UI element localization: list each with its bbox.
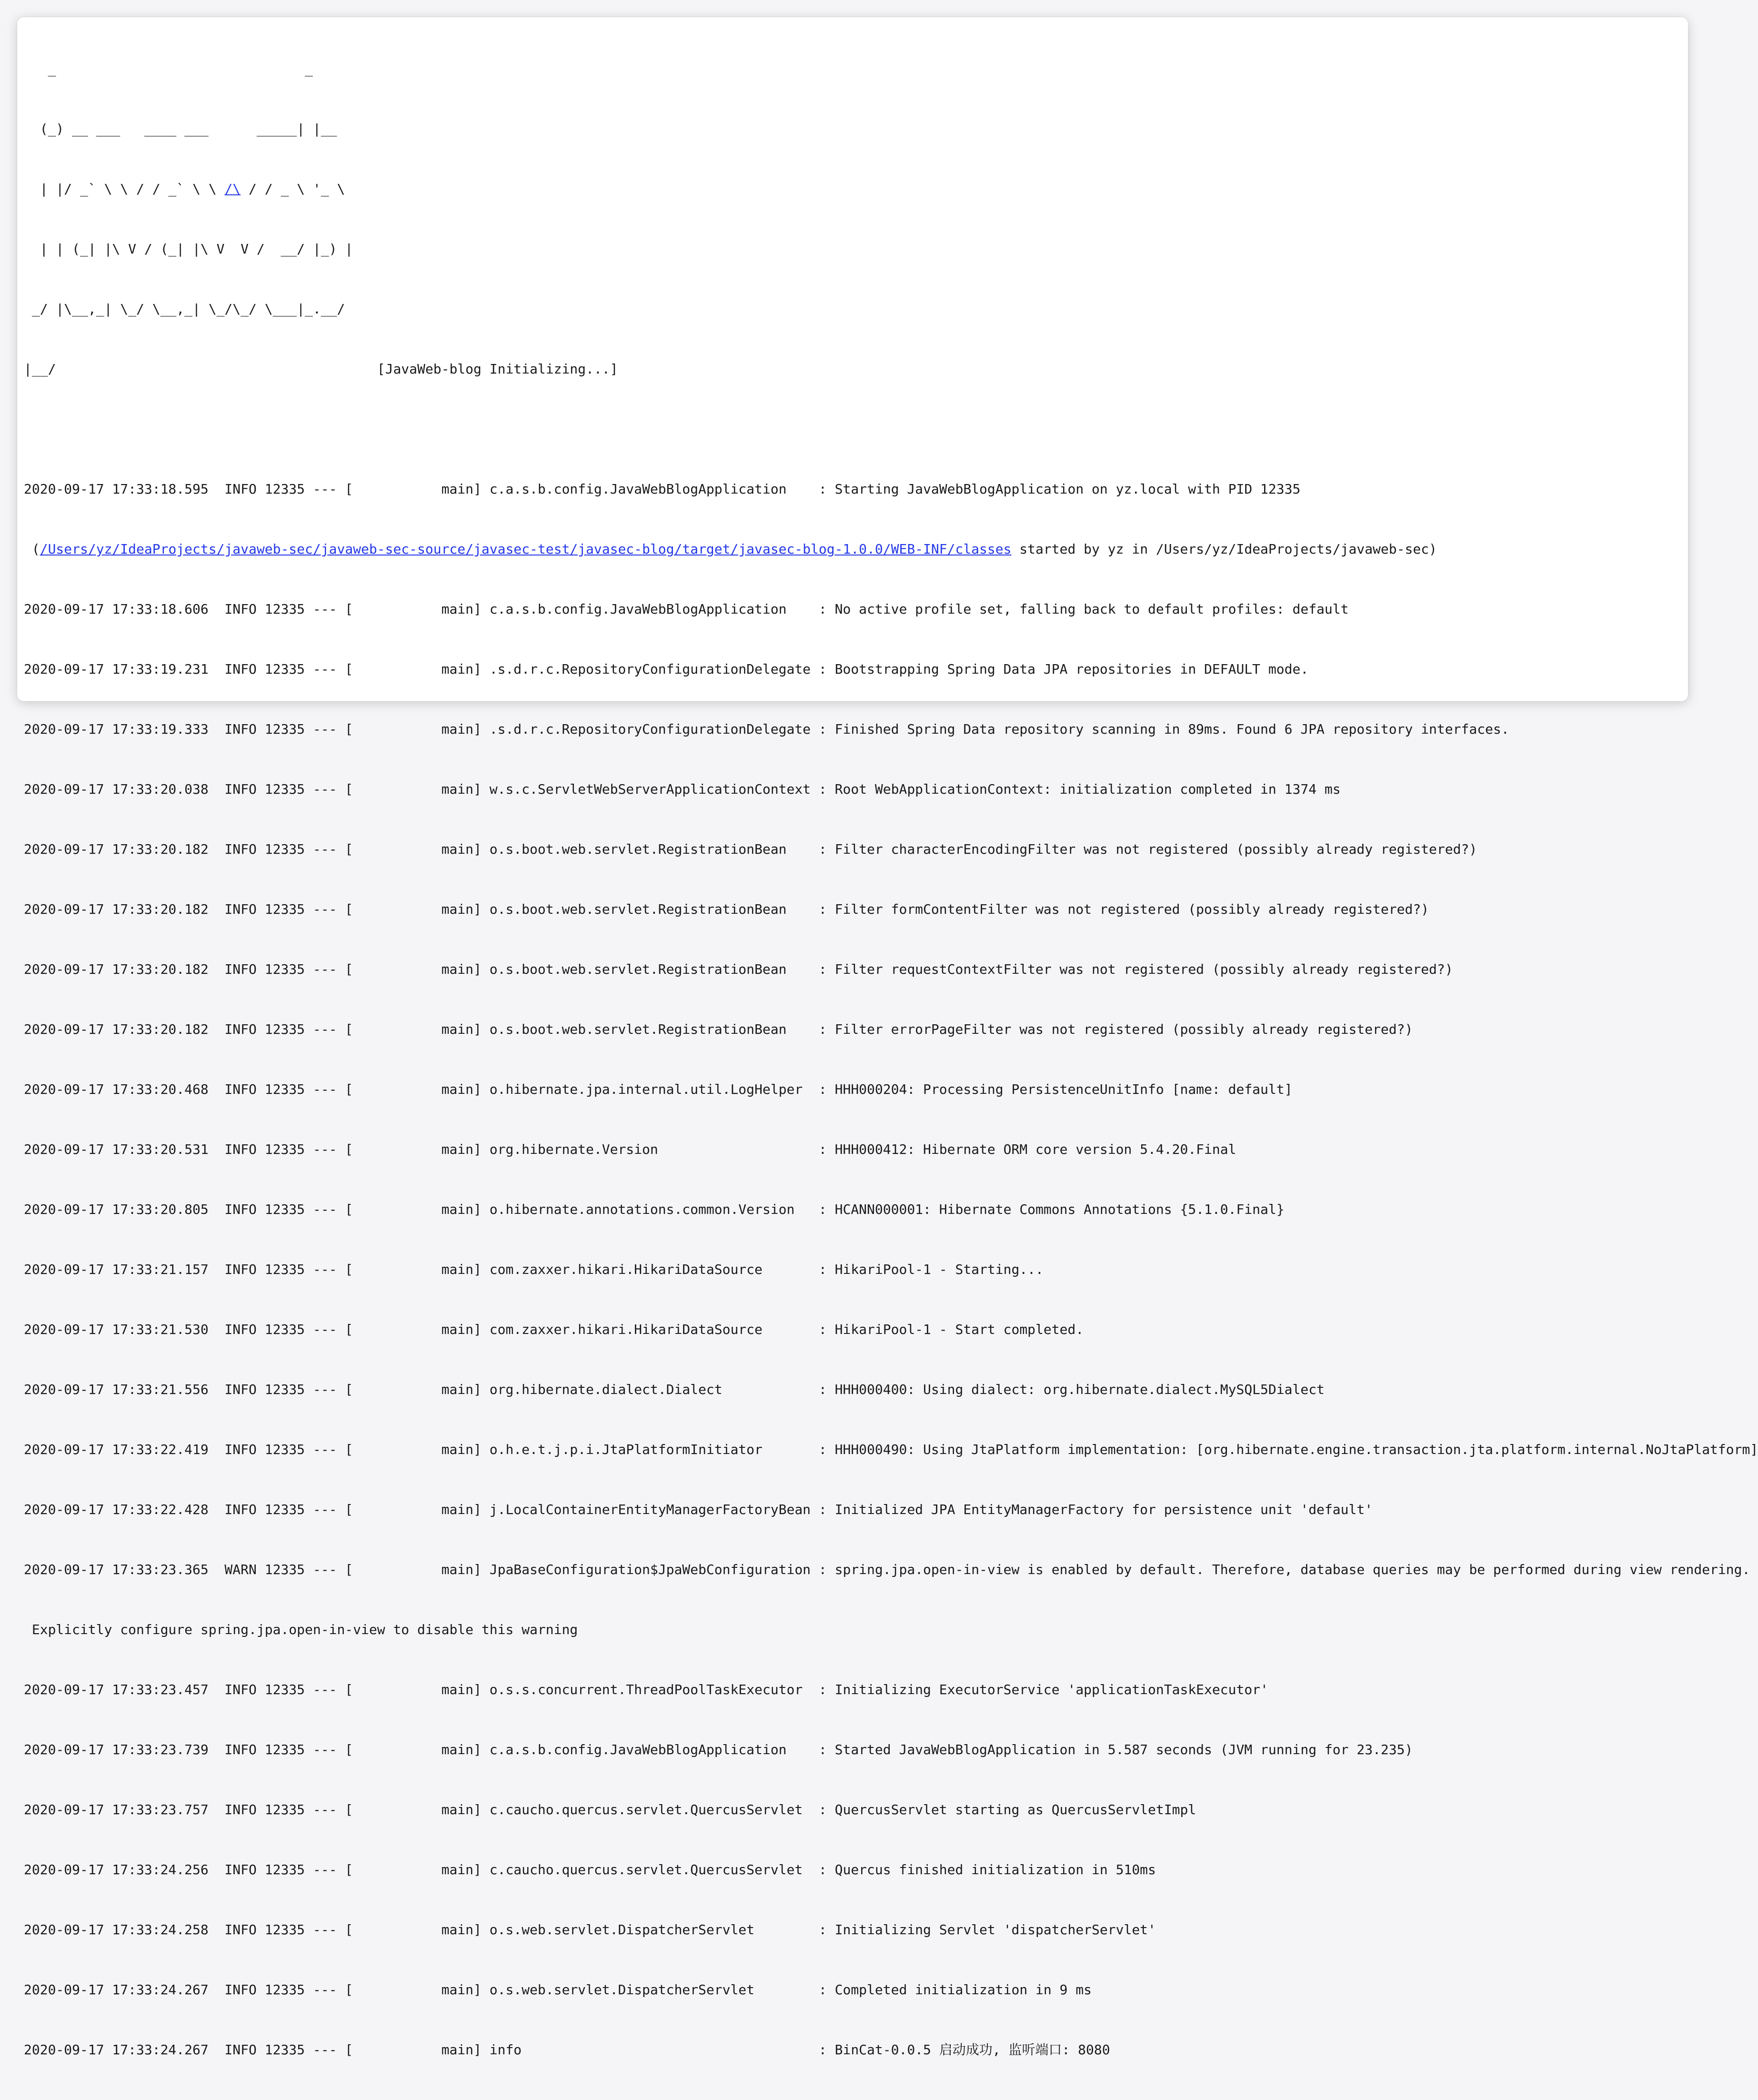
blank-line bbox=[24, 419, 1758, 439]
banner-line: |__/ [JavaWeb-blog Initializing...] bbox=[24, 361, 618, 377]
log-line: 2020-09-17 17:33:19.231 INFO 12335 --- [ main] .s.d.r.c.RepositoryConfigurationDelegate : Bootstrapping Spring Data JPA repositories in DEFAULT mode. bbox=[24, 661, 1309, 677]
log-line: 2020-09-17 17:33:20.182 INFO 12335 --- [ main] o.s.boot.web.servlet.RegistrationBean : Filter errorPageFilter was not registered (possibly already registered?) bbox=[24, 1021, 1413, 1037]
log-line: 2020-09-17 17:33:21.556 INFO 12335 --- [ main] org.hibernate.dialect.Dialect : HHH000400: Using dialect: org.hibernate.dialect.MySQL5Dialect bbox=[24, 1382, 1325, 1397]
log-line bbox=[24, 539, 1758, 559]
log-text: ( bbox=[24, 541, 40, 557]
log-line: 2020-09-17 17:33:24.258 INFO 12335 --- [ main] o.s.web.servlet.DispatcherServlet : Initializing Servlet 'dispatcherServlet' bbox=[24, 1922, 1156, 1938]
log-line: 2020-09-17 17:33:18.606 INFO 12335 --- [ main] c.a.s.b.config.JavaWebBlogApplication : No active profile set, falling back to default profiles: default bbox=[24, 601, 1349, 617]
log-line: 2020-09-17 17:33:18.595 INFO 12335 --- [ main] c.a.s.b.config.JavaWebBlogApplication : Starting JavaWebBlogApplication on yz.local with PID 12335 bbox=[24, 481, 1301, 497]
log-line: 2020-09-17 17:33:24.256 INFO 12335 --- [ main] c.caucho.quercus.servlet.QuercusServlet : Quercus finished initialization in 510ms bbox=[24, 1862, 1156, 1878]
banner-line: | | (_| |\ V / (_| |\ V V / __/ |_) | bbox=[24, 241, 353, 257]
log-line: Explicitly configure spring.jpa.open-in-view to disable this warning bbox=[24, 1622, 578, 1637]
banner-line: (_) __ ___ ____ ___ _____| |__ bbox=[24, 121, 337, 137]
log-line: 2020-09-17 17:33:22.419 INFO 12335 --- [ main] o.h.e.t.j.p.i.JtaPlatformInitiator : HHH000490: Using JtaPlatform implementation: [org.hibernate.engine.transaction.jta.platform.internal.NoJtaPlatform] bbox=[24, 1442, 1758, 1457]
log-line: 2020-09-17 17:33:20.182 INFO 12335 --- [ main] o.s.boot.web.servlet.RegistrationBean : Filter formContentFilter was not registered (possibly already registered?) bbox=[24, 901, 1429, 917]
log-line: 2020-09-17 17:33:20.805 INFO 12335 --- [ main] o.hibernate.annotations.common.Version : HCANN000001: Hibernate Commons Annotations {5.1.0.Final} bbox=[24, 1201, 1285, 1217]
banner-line bbox=[24, 179, 1758, 199]
log-line: 2020-09-17 17:33:20.468 INFO 12335 --- [ main] o.hibernate.jpa.internal.util.LogHelper : HHH000204: Processing PersistenceUnitInfo [name: default] bbox=[24, 1081, 1293, 1097]
log-line: 2020-09-17 17:33:20.531 INFO 12335 --- [ main] org.hibernate.Version : HHH000412: Hibernate ORM core version 5.4.20.Final bbox=[24, 1141, 1236, 1157]
banner-text: / / _ \ '_ \ bbox=[241, 181, 345, 197]
log-line: 2020-09-17 17:33:20.182 INFO 12335 --- [ main] o.s.boot.web.servlet.RegistrationBean : Filter requestContextFilter was not registered (possibly already registered?) bbox=[24, 961, 1453, 977]
console-window bbox=[17, 17, 1758, 2058]
log-line: 2020-09-17 17:33:24.267 INFO 12335 --- [ main] info : BinCat-0.0.5 启动成功, 监听端口: 8080 bbox=[24, 2042, 1110, 2058]
log-line: 2020-09-17 17:33:21.530 INFO 12335 --- [ main] com.zaxxer.hikari.HikariDataSource : HikariPool-1 - Start completed. bbox=[24, 1322, 1084, 1337]
log-line: 2020-09-17 17:33:23.365 WARN 12335 --- [ main] JpaBaseConfiguration$JpaWebConfiguration : spring.jpa.open-in-view is enabled by default. Therefore, database queries may be performed during view rendering. bbox=[24, 1562, 1750, 1577]
log-line: 2020-09-17 17:33:22.428 INFO 12335 --- [ main] j.LocalContainerEntityManagerFactoryBean : Initialized JPA EntityManagerFactory for persistence unit 'default' bbox=[24, 1502, 1373, 1517]
log-line: 2020-09-17 17:33:24.267 INFO 12335 --- [ main] o.s.web.servlet.DispatcherServlet : Completed initialization in 9 ms bbox=[24, 1982, 1092, 1998]
banner-line: _ _ bbox=[24, 61, 313, 77]
log-line: 2020-09-17 17:33:21.157 INFO 12335 --- [ main] com.zaxxer.hikari.HikariDataSource : HikariPool-1 - Starting... bbox=[24, 1262, 1044, 1277]
log-line: 2020-09-17 17:33:23.757 INFO 12335 --- [ main] c.caucho.quercus.servlet.QuercusServlet : QuercusServlet starting as QuercusServletImpl bbox=[24, 1802, 1196, 1817]
log-line: 2020-09-17 17:33:20.182 INFO 12335 --- [ main] o.s.boot.web.servlet.RegistrationBean : Filter characterEncodingFilter was not registered (possibly already registered?) bbox=[24, 841, 1477, 857]
log-line: 2020-09-17 17:33:20.038 INFO 12335 --- [ main] w.s.c.ServletWebServerApplicationContext : Root WebApplicationContext: initialization completed in 1374 ms bbox=[24, 781, 1341, 797]
banner-text: | |/ _` \ \ / / _` \ \ bbox=[24, 181, 225, 197]
log-line: 2020-09-17 17:33:23.457 INFO 12335 --- [ main] o.s.s.concurrent.ThreadPoolTaskExecutor : Initializing ExecutorService 'applicationTaskExecutor' bbox=[24, 1682, 1268, 1697]
log-line: 2020-09-17 17:33:19.333 INFO 12335 --- [ main] .s.d.r.c.RepositoryConfigurationDelegate : Finished Spring Data repository scanning in 89ms. Found 6 JPA repository interfaces. bbox=[24, 721, 1509, 737]
log-text: started by yz in /Users/yz/IdeaProjects/javaweb-sec) bbox=[1011, 541, 1437, 557]
banner-line: _/ |\__,_| \_/ \__,_| \_/\_/ \___|_.__/ bbox=[24, 301, 345, 317]
classpath-link[interactable]: /Users/yz/IdeaProjects/javaweb-sec/javaweb-sec-source/javasec-test/javasec-blog/target/javasec-blog-1.0.0/WEB-INF/classes bbox=[40, 541, 1012, 557]
console-output bbox=[24, 19, 1758, 2100]
log-line: 2020-09-17 17:33:23.739 INFO 12335 --- [ main] c.a.s.b.config.JavaWebBlogApplication : Started JavaWebBlogApplication in 5.587 seconds (JVM running for 23.235) bbox=[24, 1742, 1413, 1757]
banner-link[interactable]: /\ bbox=[224, 181, 241, 197]
